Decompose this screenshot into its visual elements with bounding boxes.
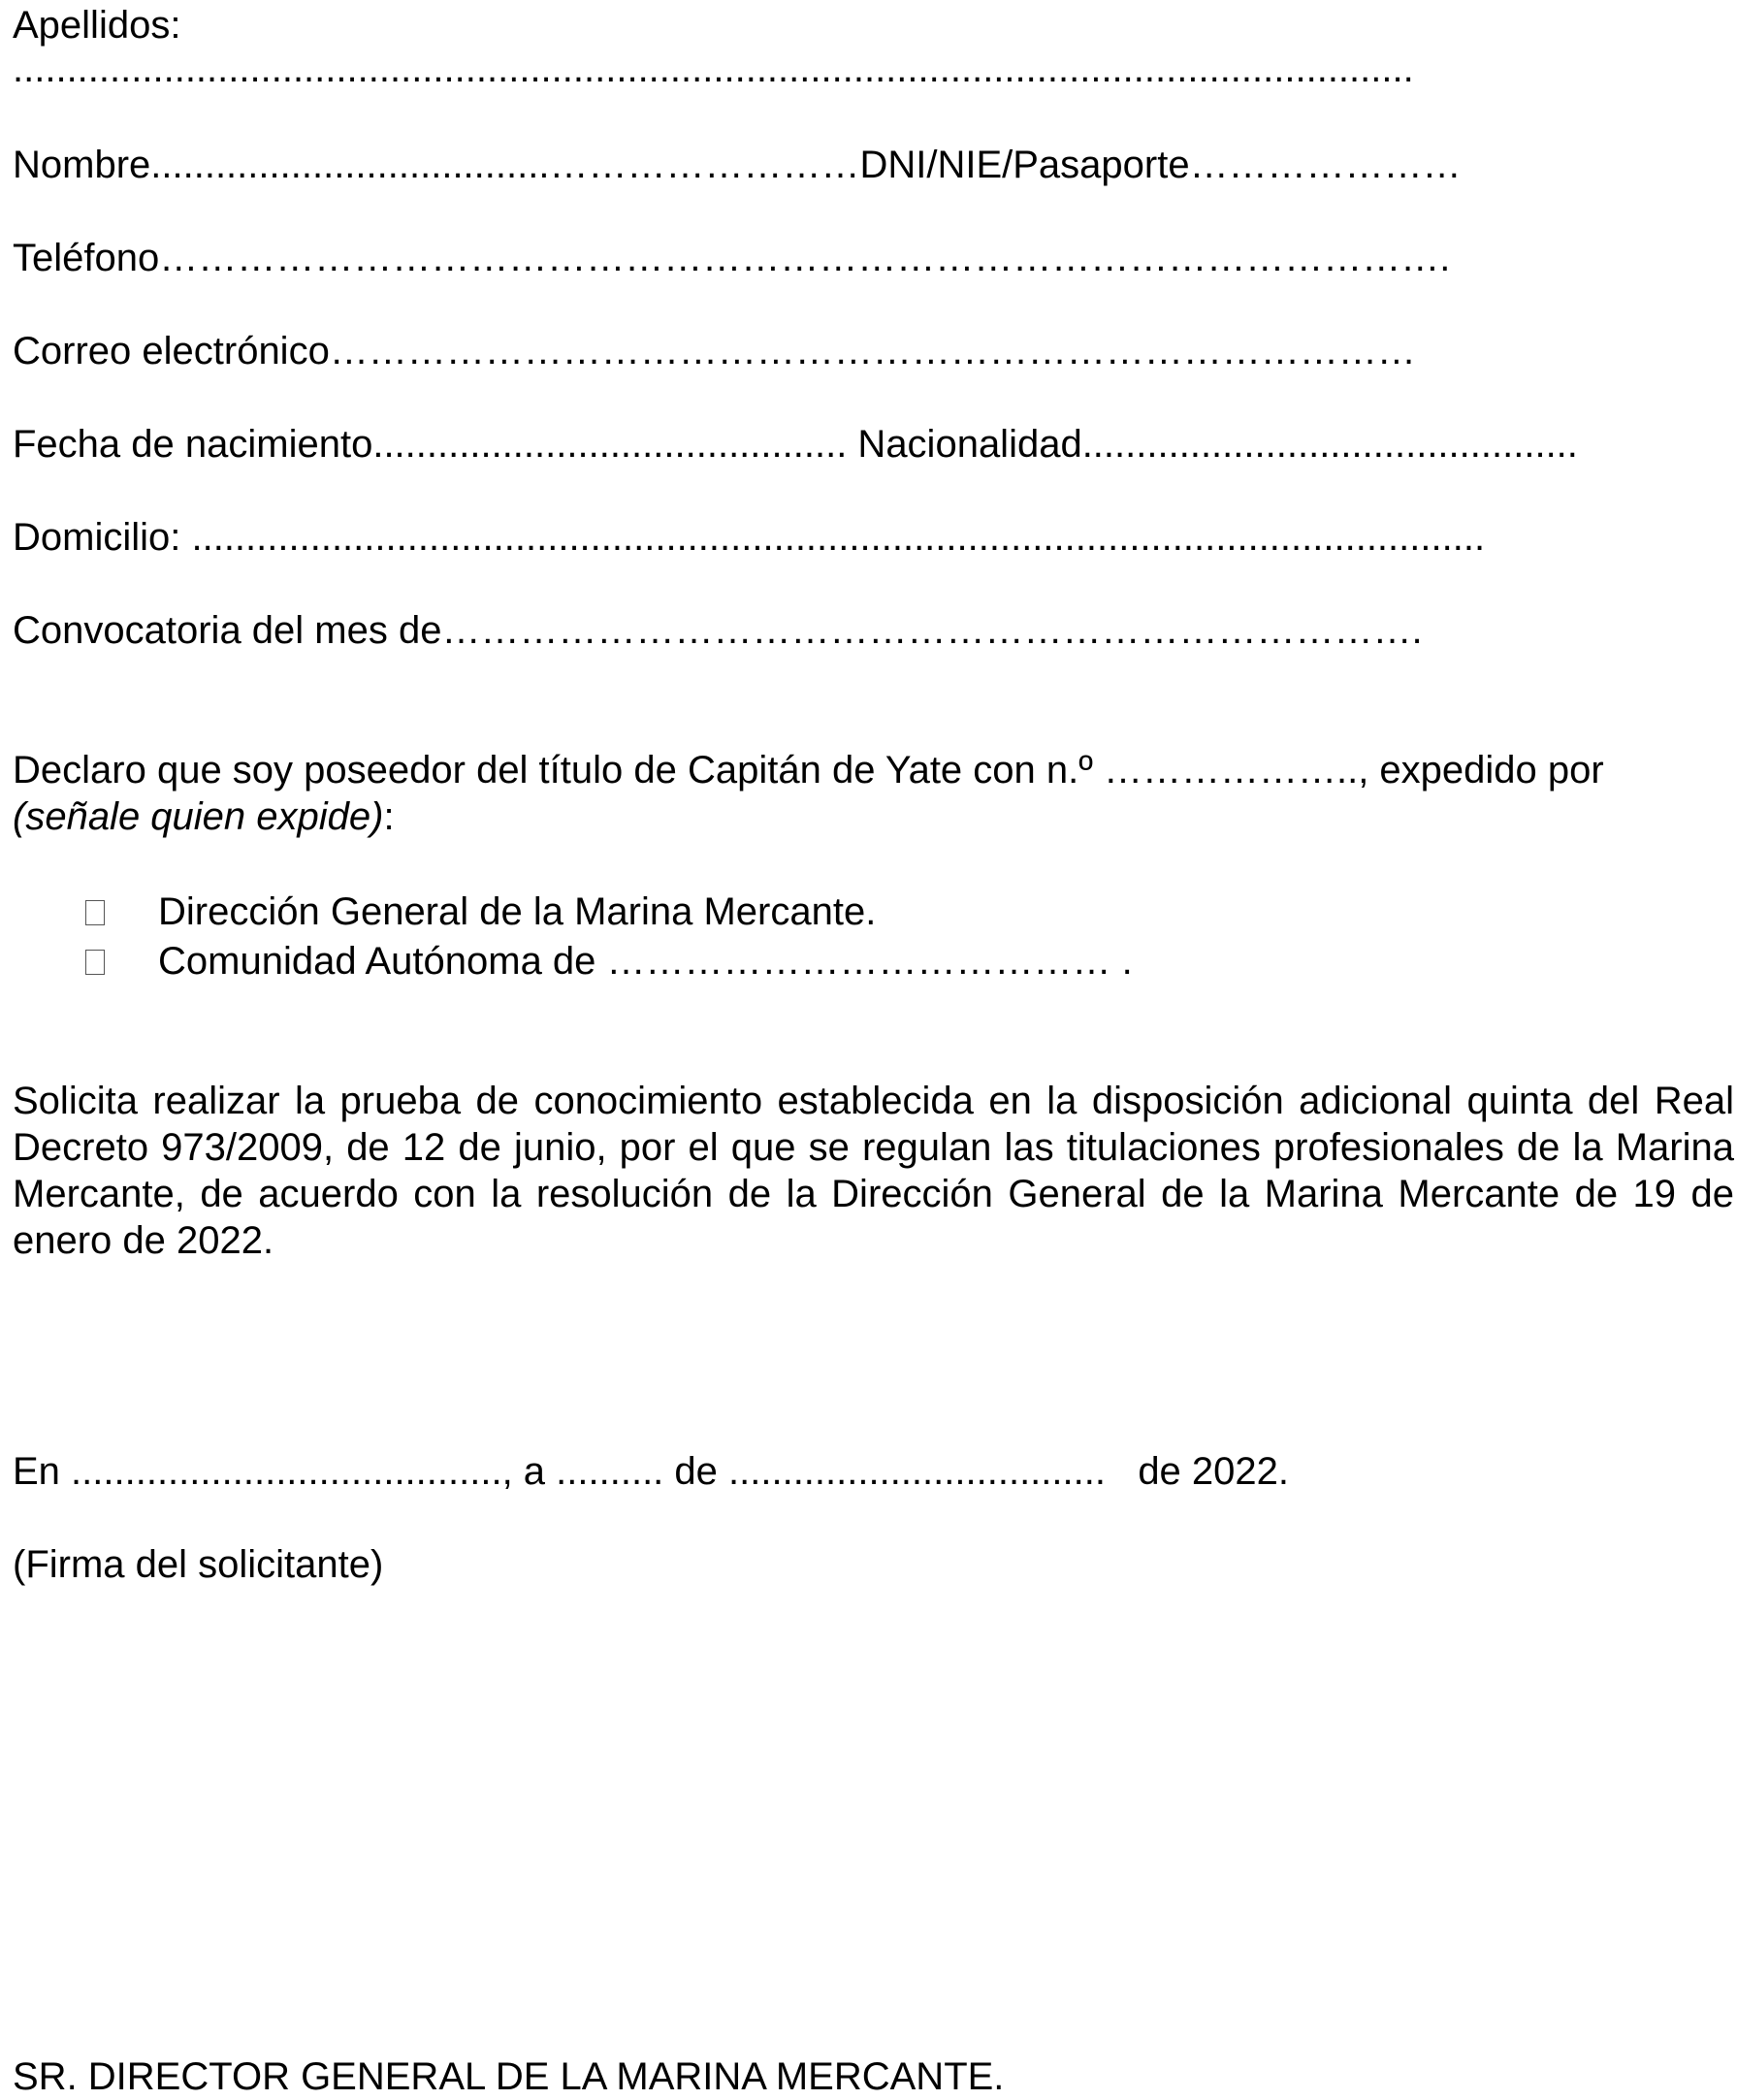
- domicilio-field-line: Domicilio: ........................................................................................................................: [13, 516, 1486, 559]
- request-paragraph: Solicita realizar la prueba de conocimiento establecida en la disposición adicional quinta del Real Decreto 973/2009, de 12 de junio, por el que se regulan las titulaciones profesionales de la Marina Mercante, de acuerdo con la resolución de la Dirección General de la Marina Mercante de 19 de enero de 2022.: [13, 1080, 1734, 1262]
- convocatoria-field-line: Convocatoria del mes de………………………………………………………………….: [13, 609, 1423, 652]
- correo-field-line: Correo electrónico…………………………………………………………………………: [13, 330, 1416, 372]
- declaration-text: Declaro que soy poseedor del título de Capitán de Yate con n.º ……………….., expedido por: [13, 749, 1604, 792]
- apellidos-label: Apellidos:: [13, 4, 181, 47]
- apellidos-field-line: ..................................................................................................................................: [13, 48, 1414, 90]
- option-comunidad-autonoma-label: Comunidad Autónoma de ………………………………… .: [158, 940, 1133, 983]
- addressee: SR. DIRECTOR GENERAL DE LA MARINA MERCANTE.: [13, 2055, 1005, 2098]
- fecha-nacionalidad-field-line: Fecha de nacimiento............................................ Nacionalidad..............................................: [13, 423, 1578, 466]
- place-date-line: En ........................................, a .......... de ................................... de 2022.: [13, 1450, 1290, 1493]
- signature-label: (Firma del solicitante): [13, 1543, 384, 1586]
- option-dgmm-label: Dirección General de la Marina Mercante.: [158, 890, 877, 933]
- declaration-instruction-italic: (señale quien expide): [13, 795, 384, 838]
- declaration-instruction: [13, 793, 395, 840]
- nombre-dni-field-line: Nombre.....................................……………………DNI/NIE/Pasaporte…………………: [13, 144, 1462, 186]
- checkbox-icon[interactable]: [85, 950, 105, 975]
- telefono-field-line: Teléfono……………………………………………………………………………………….: [13, 237, 1451, 279]
- declaration-instruction-colon: :: [383, 795, 395, 838]
- checkbox-icon[interactable]: [85, 900, 105, 925]
